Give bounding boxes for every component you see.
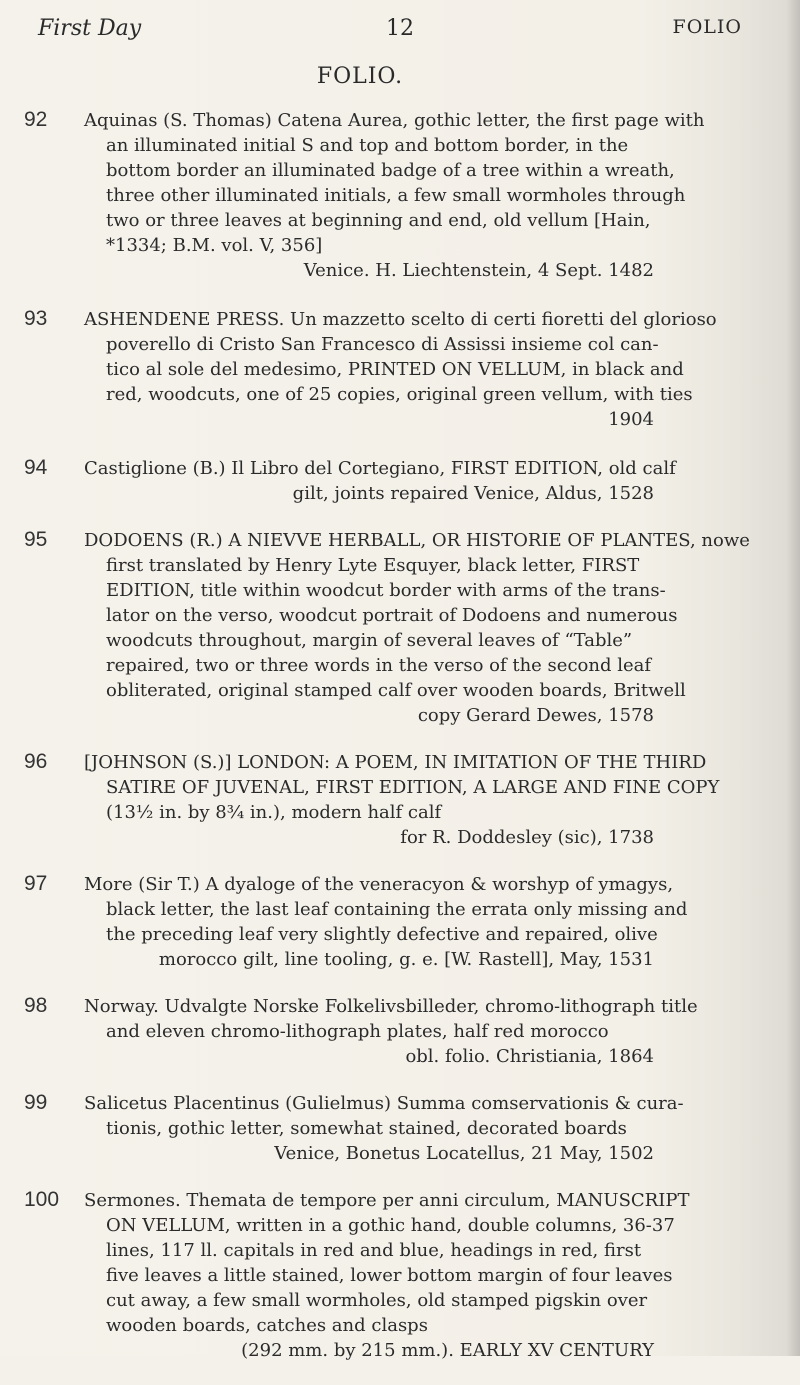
lot-number: 92 bbox=[24, 108, 48, 131]
description-line: and eleven chromo-lithograph plates, half red morocco bbox=[106, 1021, 609, 1042]
lot-description bbox=[84, 1091, 684, 1166]
description-line: lines, 117 ll. capitals in red and blue, headings in red, first bbox=[106, 1240, 642, 1261]
lot-number: 96 bbox=[24, 750, 48, 773]
description-line: an illuminated initial S and top and bottom border, in the bbox=[106, 135, 629, 156]
description-line: morocco gilt, line tooling, g. e. [W. Rastell], May, 1531 bbox=[158, 949, 654, 970]
lot-entry bbox=[0, 872, 800, 972]
description-line: tico al sole del medesimo, PRINTED ON VELLUM, in black and bbox=[106, 359, 684, 380]
description-line: [JOHNSON (S.)] LONDON: A POEM, IN IMITATION OF THE THIRD bbox=[84, 752, 707, 773]
lot-entry bbox=[0, 1188, 800, 1363]
lot-entry bbox=[0, 307, 800, 432]
description-line: poverello di Cristo San Francesco di Assissi insieme col can- bbox=[106, 334, 659, 355]
description-line: Norway. Udvalgte Norske Folkelivsbilleder, chromo-lithograph title bbox=[84, 996, 698, 1017]
lot-entry bbox=[0, 994, 800, 1069]
description-line: SATIRE OF JUVENAL, FIRST EDITION, A LARGE AND FINE COPY bbox=[106, 777, 720, 798]
description-line: three other illuminated initials, a few small wormholes through bbox=[106, 185, 686, 206]
lot-description bbox=[84, 307, 717, 432]
header-format: FOLIO bbox=[672, 16, 742, 38]
description-line: Venice. H. Liechtenstein, 4 Sept. 1482 bbox=[303, 260, 654, 281]
description-line: the preceding leaf very slightly defective and repaired, olive bbox=[106, 924, 658, 945]
lot-number: 94 bbox=[24, 456, 48, 479]
lot-description bbox=[84, 108, 705, 283]
description-line: bottom border an illuminated badge of a tree within a wreath, bbox=[106, 160, 675, 181]
lot-number: 93 bbox=[24, 307, 48, 330]
description-line: obliterated, original stamped calf over wooden boards, Britwell bbox=[106, 680, 686, 701]
description-line: More (Sir T.) A dyaloge of the veneracyon & worshyp of ymagys, bbox=[84, 874, 674, 895]
lot-entry bbox=[0, 456, 800, 506]
description-line: gilt, joints repaired Venice, Aldus, 1528 bbox=[292, 483, 654, 504]
lot-list bbox=[0, 108, 800, 1385]
description-line: repaired, two or three words in the verso of the second leaf bbox=[106, 655, 652, 676]
description-line: cut away, a few small wormholes, old stamped pigskin over bbox=[106, 1290, 648, 1311]
description-line: Venice, Bonetus Locatellus, 21 May, 1502 bbox=[274, 1143, 654, 1164]
description-line: two or three leaves at beginning and end, old vellum [Hain, bbox=[106, 210, 651, 231]
lot-entry bbox=[0, 528, 800, 728]
lot-description bbox=[84, 1188, 690, 1363]
description-line: (13½ in. by 8¾ in.), modern half calf bbox=[106, 802, 442, 823]
description-line: *1334; B.M. vol. V, 356] bbox=[106, 235, 323, 256]
lot-description bbox=[84, 994, 698, 1069]
description-line: ON VELLUM, written in a gothic hand, double columns, 36-37 bbox=[106, 1215, 675, 1236]
description-line: woodcuts throughout, margin of several leaves of “Table” bbox=[106, 630, 633, 651]
description-line: 1904 bbox=[608, 409, 654, 430]
description-line: wooden boards, catches and clasps bbox=[106, 1315, 428, 1336]
lot-entry bbox=[0, 750, 800, 850]
lot-description bbox=[84, 456, 676, 506]
lot-description bbox=[84, 750, 720, 850]
description-line: obl. folio. Christiania, 1864 bbox=[405, 1046, 654, 1067]
description-line: Castiglione (B.) Il Libro del Cortegiano, FIRST EDITION, old calf bbox=[84, 458, 676, 479]
page-edge-shadow bbox=[786, 0, 800, 1356]
lot-entry bbox=[0, 108, 800, 283]
lot-number: 100 bbox=[24, 1188, 60, 1211]
description-line: five leaves a little stained, lower bottom margin of four leaves bbox=[106, 1265, 673, 1286]
lot-number: 98 bbox=[24, 994, 48, 1017]
description-line: Salicetus Placentinus (Gulielmus) Summa comservationis & cura- bbox=[84, 1093, 684, 1114]
lot-number: 99 bbox=[24, 1091, 48, 1114]
description-line: DODOENS (R.) A NIEVVE HERBALL, OR HISTORIE OF PLANTES, nowe bbox=[84, 530, 750, 551]
description-line: black letter, the last leaf containing the errata only missing and bbox=[106, 899, 688, 920]
lot-description bbox=[84, 872, 688, 972]
description-line: Sermones. Themata de tempore per anni circulum, MANUSCRIPT bbox=[84, 1190, 690, 1211]
description-line: for R. Doddesley (sic), 1738 bbox=[400, 827, 654, 848]
description-line: red, woodcuts, one of 25 copies, original green vellum, with ties bbox=[106, 384, 693, 405]
section-title: FOLIO. bbox=[316, 64, 404, 89]
header-day: First Day bbox=[38, 16, 142, 41]
description-line: (292 mm. by 215 mm.). EARLY XV CENTURY bbox=[241, 1340, 654, 1361]
description-line: lator on the verso, woodcut portrait of Dodoens and numerous bbox=[106, 605, 678, 626]
description-line: Aquinas (S. Thomas) Catena Aurea, gothic letter, the first page with bbox=[84, 110, 705, 131]
description-line: ASHENDENE PRESS. Un mazzetto scelto di certi fioretti del glorioso bbox=[84, 309, 717, 330]
description-line: tionis, gothic letter, somewhat stained, decorated boards bbox=[106, 1118, 627, 1139]
lot-description bbox=[84, 528, 750, 728]
lot-number: 97 bbox=[24, 872, 48, 895]
running-header bbox=[38, 16, 762, 50]
lot-entry bbox=[0, 1091, 800, 1166]
description-line: copy Gerard Dewes, 1578 bbox=[417, 705, 654, 726]
description-line: EDITION, title within woodcut border with arms of the trans- bbox=[106, 580, 666, 601]
header-page-number: 12 bbox=[386, 16, 414, 41]
description-line: first translated by Henry Lyte Esquyer, black letter, FIRST bbox=[106, 555, 640, 576]
lot-number: 95 bbox=[24, 528, 48, 551]
